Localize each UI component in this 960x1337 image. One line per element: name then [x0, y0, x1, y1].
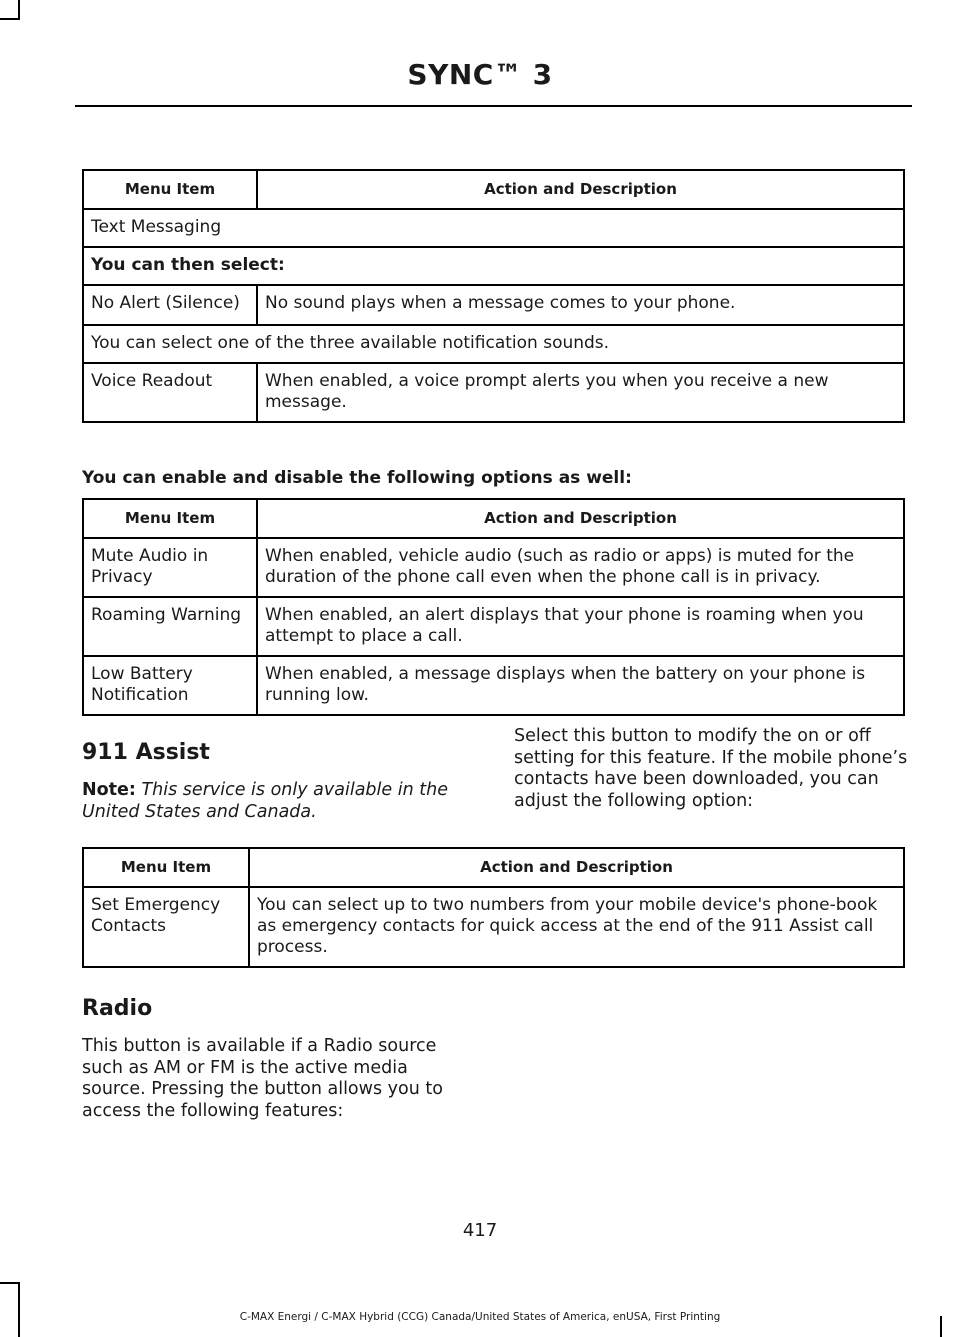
note-text: This service is only available in the United States and Canada.	[82, 780, 448, 822]
column-header-action: Action and Description	[257, 499, 904, 538]
description-cell: When enabled, a voice prompt alerts you when you receive a new message.	[257, 363, 904, 422]
crop-mark-top-left-horizontal	[0, 18, 20, 20]
crop-mark-bottom-left-horizontal	[0, 1282, 20, 1284]
radio-body: This button is available if a Radio source such as AM or FM is the active media source. Pressing the button allows you to access the following features:	[82, 1036, 443, 1121]
crop-mark-top-left-vertical	[18, 0, 20, 20]
column-header-action: Action and Description	[257, 170, 904, 209]
table-row	[83, 285, 904, 325]
table-row	[83, 597, 904, 656]
column-header-action: Action and Description	[249, 848, 904, 887]
assist-body: Select this button to modify the on or off setting for this feature. If the mobile phone’s contacts have been downloaded, you can adjust the following option:	[514, 726, 908, 811]
crop-mark-bottom-left-vertical	[18, 1282, 20, 1337]
assist-note	[82, 780, 477, 823]
menu-item-cell: Voice Readout	[83, 363, 257, 422]
menu-item-cell: Low Battery Notification	[83, 656, 257, 715]
column-header-menu-item: Menu Item	[83, 170, 257, 209]
section-heading-radio: Radio	[82, 996, 153, 1021]
note-label: Note:	[82, 780, 136, 800]
header-rule	[75, 105, 912, 107]
section-row-text-messaging: Text Messaging	[83, 209, 904, 247]
page-title: SYNC™ 3	[407, 58, 553, 91]
emergency-contacts-table	[82, 847, 905, 968]
menu-item-cell: Set Emergency Contacts	[83, 887, 249, 967]
table-header-row	[83, 499, 904, 538]
description-cell: When enabled, an alert displays that your phone is roaming when you attempt to place a call.	[257, 597, 904, 656]
table-header-row	[83, 170, 904, 209]
table-row	[83, 325, 904, 363]
description-cell: You can select up to two numbers from your mobile device's phone-book as emergency contacts for quick access at the end of the 911 Assist call process.	[249, 887, 904, 967]
section-heading-911-assist: 911 Assist	[82, 740, 210, 765]
options-heading: You can enable and disable the following options as well:	[82, 468, 632, 488]
note-row: You can select one of the three available notification sounds.	[83, 325, 904, 363]
page-number: 417	[462, 1220, 498, 1241]
table-row	[83, 887, 904, 967]
menu-item-cell: Mute Audio in Privacy	[83, 538, 257, 597]
table-row	[83, 247, 904, 285]
description-cell: When enabled, vehicle audio (such as radio or apps) is muted for the duration of the phone call even when the phone call is in privacy.	[257, 538, 904, 597]
table-header-row	[83, 848, 904, 887]
subheading-row: You can then select:	[83, 247, 904, 285]
options-table	[82, 498, 905, 716]
menu-item-cell: No Alert (Silence)	[83, 285, 257, 325]
text-messaging-table	[82, 169, 905, 423]
table-row	[83, 363, 904, 422]
description-cell: When enabled, a message displays when the battery on your phone is running low.	[257, 656, 904, 715]
footer-edition: C-MAX Energi / C-MAX Hybrid (CCG) Canada/United States of America, enUSA, First Printing	[239, 1311, 721, 1323]
table-row	[83, 538, 904, 597]
table-row	[83, 656, 904, 715]
description-cell: No sound plays when a message comes to your phone.	[257, 285, 904, 325]
column-header-menu-item: Menu Item	[83, 499, 257, 538]
menu-item-cell: Roaming Warning	[83, 597, 257, 656]
table-row	[83, 209, 904, 247]
column-header-menu-item: Menu Item	[83, 848, 249, 887]
